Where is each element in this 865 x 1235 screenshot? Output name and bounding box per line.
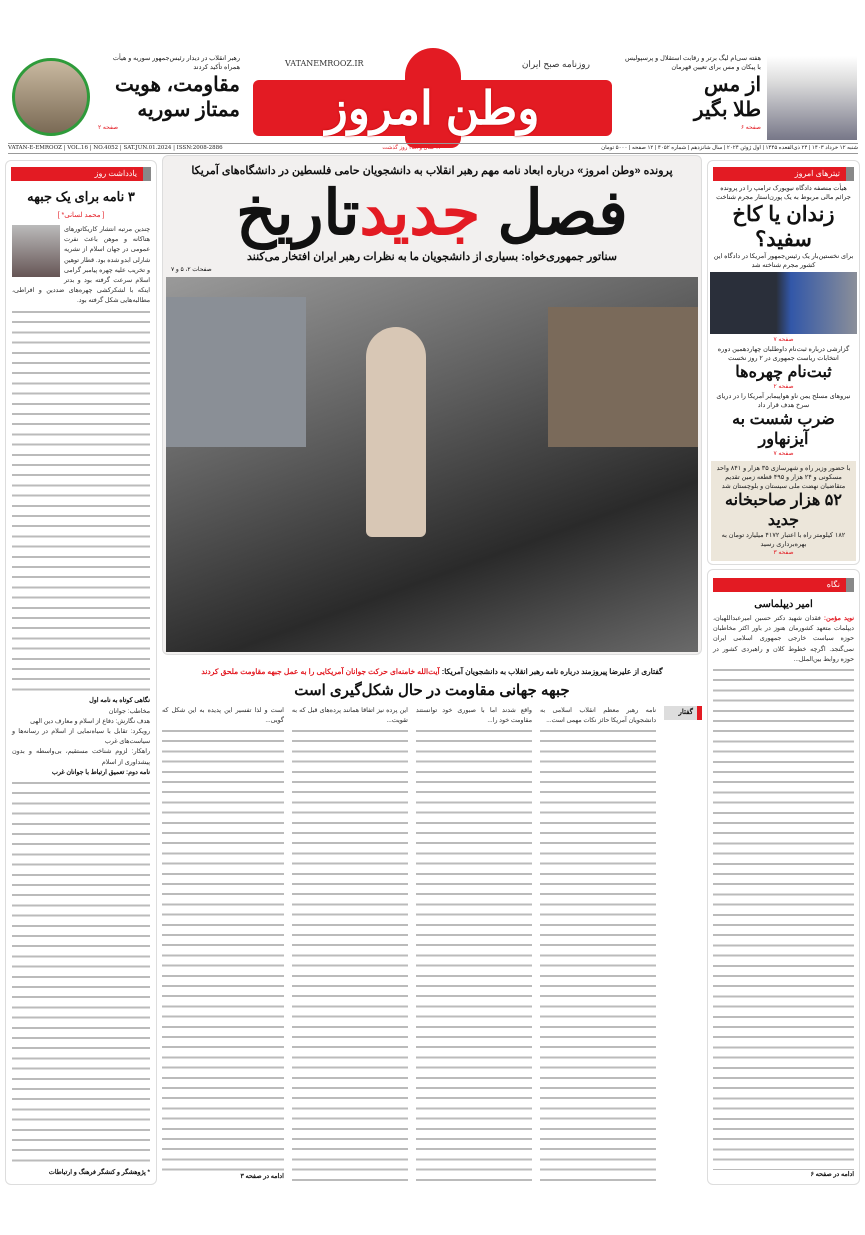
editorial-title: ۳ نامه برای یک جبهه [27, 189, 135, 204]
teaser-title-2: ممتاز سوریه [137, 99, 240, 121]
column-text: است و لذا تفسیر این پدیده به این شکل که گویی... [162, 707, 284, 725]
negah-box [707, 569, 860, 1185]
author-photo [12, 225, 60, 277]
subheading: نگاهی کوتاه به نامه اول [89, 697, 150, 705]
headline-word-red: جدید [359, 179, 481, 248]
column-text: این پرده نیز اتفاقا همانند پرده‌های قبل که به تقویت... [291, 707, 408, 725]
author-note: * پژوهشگر و کنشگر فرهنگ و ارتباطات [48, 1168, 150, 1176]
headlines-box [707, 160, 860, 565]
section-label: یادداشت روز [11, 167, 151, 181]
right-teaser[interactable] [620, 50, 857, 140]
column-text: واقع شدند اما با صبوری خود توانستند مقاومت خود را... [415, 707, 532, 725]
page-ref: صفحه ۳ [773, 550, 794, 556]
item-title: ۵۲ هزار صاحبخانه جدید [725, 492, 842, 529]
teaser-title-1: از مس [704, 74, 761, 96]
continue-link[interactable]: ادامه در صفحه ۶ [810, 1170, 854, 1178]
paragraph: راهکار: لزوم شناخت مستقیم، بی‌واسطه و بدون پیشداوری از اسلام [12, 748, 150, 766]
page-ref: صفحات ۲، ۵ و ۷ [171, 267, 212, 273]
subheading: نامه دوم: تعمیق ارتباط با جوانان غرب [51, 768, 150, 776]
text-lines [12, 778, 150, 1168]
text-lines [12, 307, 150, 697]
item-title[interactable]: ثبت‌نام چهره‌ها [735, 364, 832, 381]
lead-kicker: پرونده «وطن امروز» درباره ابعاد نامه مهم رهبر انقلاب به دانشجویان حامی فلسطین در دانشگاه‌های آمریکا [191, 165, 673, 177]
article-column [540, 706, 656, 1182]
page-ref: صفحه ۲ [98, 125, 119, 131]
negah-title: امیر دیپلماسی [754, 599, 813, 610]
text: فقدان شهید دکتر حسین امیرعبداللهیان، دیپلمات متعهد کشورمان هنوز در باور اکثر مخاطبان حوزه سیاست خارجی جمهوری اسلامی ایران نمی‌گنجد. اگرچه خطوط کلان و راهبردی کشور در حوزه روابط بین‌الملل... [713, 615, 854, 663]
lead-subhead: سناتور جمهوری‌خواه: بسیاری از دانشجویان ما به نظرات رهبر ایران افتخار می‌کنند [247, 251, 617, 263]
teaser-kicker: رهبر انقلاب در دیدار رئیس‌جمهور سوریه و هیأت همراه تأکید کردند [112, 55, 240, 71]
right-column [707, 160, 860, 1185]
article-column [292, 706, 408, 1182]
housing-item[interactable] [711, 461, 856, 561]
text-lines [713, 665, 854, 1170]
trump-photo [710, 272, 857, 334]
item-sub: ۱۸۲ کیلومتر راه با اعتبار ۴۱۷۲ میلیارد تومان به بهره‌برداری رسید [721, 532, 846, 548]
page-ref: صفحه ۷ [773, 337, 794, 343]
item-kicker: نیروهای مسلح یمن ناو هواپیمابر آمریکا را در دریای سرخ هدف قرار داد [716, 393, 851, 409]
article-title: جبهه جهانی مقاومت در حال شکل‌گیری است [294, 682, 570, 699]
editorial-column [5, 160, 157, 1185]
paragraph: هدف نگارش: دفاع از اسلام و معارف دین الهی [30, 717, 150, 725]
teaser-title-1: مقاومت، هویت [114, 74, 240, 96]
masthead [0, 48, 865, 142]
author: [ محمد لسانی* ] [57, 212, 105, 219]
page-ref: صفحه ۲ [773, 384, 794, 390]
article-column [416, 706, 532, 1182]
paragraph: مخاطب: جوانان [108, 707, 150, 715]
meeting-photo [12, 58, 90, 136]
lead-headline-box [162, 155, 702, 655]
headline-word: تاریخ [236, 179, 360, 248]
website[interactable]: VATANEMROOZ.IR [285, 59, 364, 68]
tagline: روزنامه صبح ایران [521, 59, 590, 69]
article-kicker [162, 666, 702, 677]
column-text: نامه رهبر معظم انقلاب اسلامی به دانشجویان آمریکا حائز نکات مهمی است... [539, 707, 656, 725]
editorial-text: چندین مرتبه انتشار کاریکاتورهای هتاکانه و موهن باعث نفرت عمومی در جهان اسلام از نشریه شارلی ابدو شده بود. قطار توهین و تخریب علیه چهره پیامبر گرامی اسلام سرعت گرفته بود و بدتر اینکه با لشکرکشی چهره‌های ضددین و افراطی، مطالبه‌هایی شکل گرفته بود. [12, 226, 150, 305]
protest-photo [166, 277, 698, 652]
author: نوید مؤمن: [823, 615, 855, 622]
main-article [162, 662, 702, 1182]
teaser-kicker: هفته سی‌ام لیگ برتر و رقابت استقلال و پرسپولیس با پیکان و مس برای تعیین قهرمان [624, 55, 761, 71]
page-ref: صفحه ۷ [773, 451, 794, 457]
date-bar [8, 143, 858, 154]
days-count: ۱۶ سال و ۲۵۸ روز گذشت [382, 145, 442, 151]
headline-word: فصل [497, 179, 628, 248]
item-kicker: با حضور وزیر راه و شهرسازی ۳۵ هزار و ۸۴۱ واحد مسکونی و ۲۴ هزار و ۴۹۵ قطعه زمین تقدیم متقاضیان نهضت ملی سیستان و بلوچستان شد [716, 465, 851, 490]
coaches-photo [767, 56, 857, 140]
persian-date: شنبه ۱۲ خرداد ۱۴۰۳ | ۲۴ ذی‌القعده ۱۴۴۵ | اول ژوئن ۲۰۲۴ | سال شانزدهم | شماره ۴۰۵۲ | ۱۲ صفحه | ۵۰۰۰ تومان [601, 145, 858, 151]
article-tag: گفتار [664, 706, 702, 720]
kicker-text: گفتاری از علیرضا پیروزمند درباره نامه رهبر انقلاب به دانشجویان آمریکا: [441, 667, 663, 676]
kicker-red: آیت‌الله خامنه‌ای حرکت جوانان آمریکایی را به عمل جبهه مقاومت ملحق کردند [201, 667, 440, 676]
item-kicker: گزارشی درباره ثبت‌نام داوطلبان چهاردهمین دوره انتخابات ریاست جمهوری در ۲ روز نخست [717, 346, 850, 362]
left-teaser[interactable] [8, 50, 240, 140]
item-kicker: هیأت منصفه دادگاه نیویورک ترامپ را در پرونده جرائم مالی مربوط به یک پورن‌استار مجرم شناخت [716, 185, 851, 201]
page-ref: صفحه ۶ [740, 125, 761, 131]
newspaper-logo: وطن امروز روزنامه صبح ایران VATANEMROOZ.IR [245, 56, 620, 142]
article-column [162, 706, 284, 1182]
item-sub: برای نخستین‌بار یک رئیس‌جمهور آمریکا در دادگاه این کشور مجرم شناخته شد [713, 253, 854, 269]
section-label: نگاه [713, 578, 854, 592]
lead-headline [166, 178, 698, 250]
teaser-title-2: طلا بگیر [693, 99, 761, 121]
section-label: تیترهای امروز [713, 167, 854, 181]
issue-info: VATAN-E-EMROOZ | VOL.16 | NO.4052 | SAT.JUN.01.2024 | ISSN:2008-2886 [8, 145, 223, 151]
item-title[interactable]: ضرب شست به آیزنهاور [732, 411, 835, 448]
item-title[interactable]: زندان یا کاخ سفید؟ [732, 203, 835, 251]
paragraph: رویکرد: تقابل با سیاه‌نمایی از اسلام در رسانه‌ها و سیاست‌های غرب [12, 728, 150, 746]
continue-link[interactable]: ادامه در صفحه ۳ [240, 1172, 284, 1180]
negah-text [708, 614, 859, 665]
